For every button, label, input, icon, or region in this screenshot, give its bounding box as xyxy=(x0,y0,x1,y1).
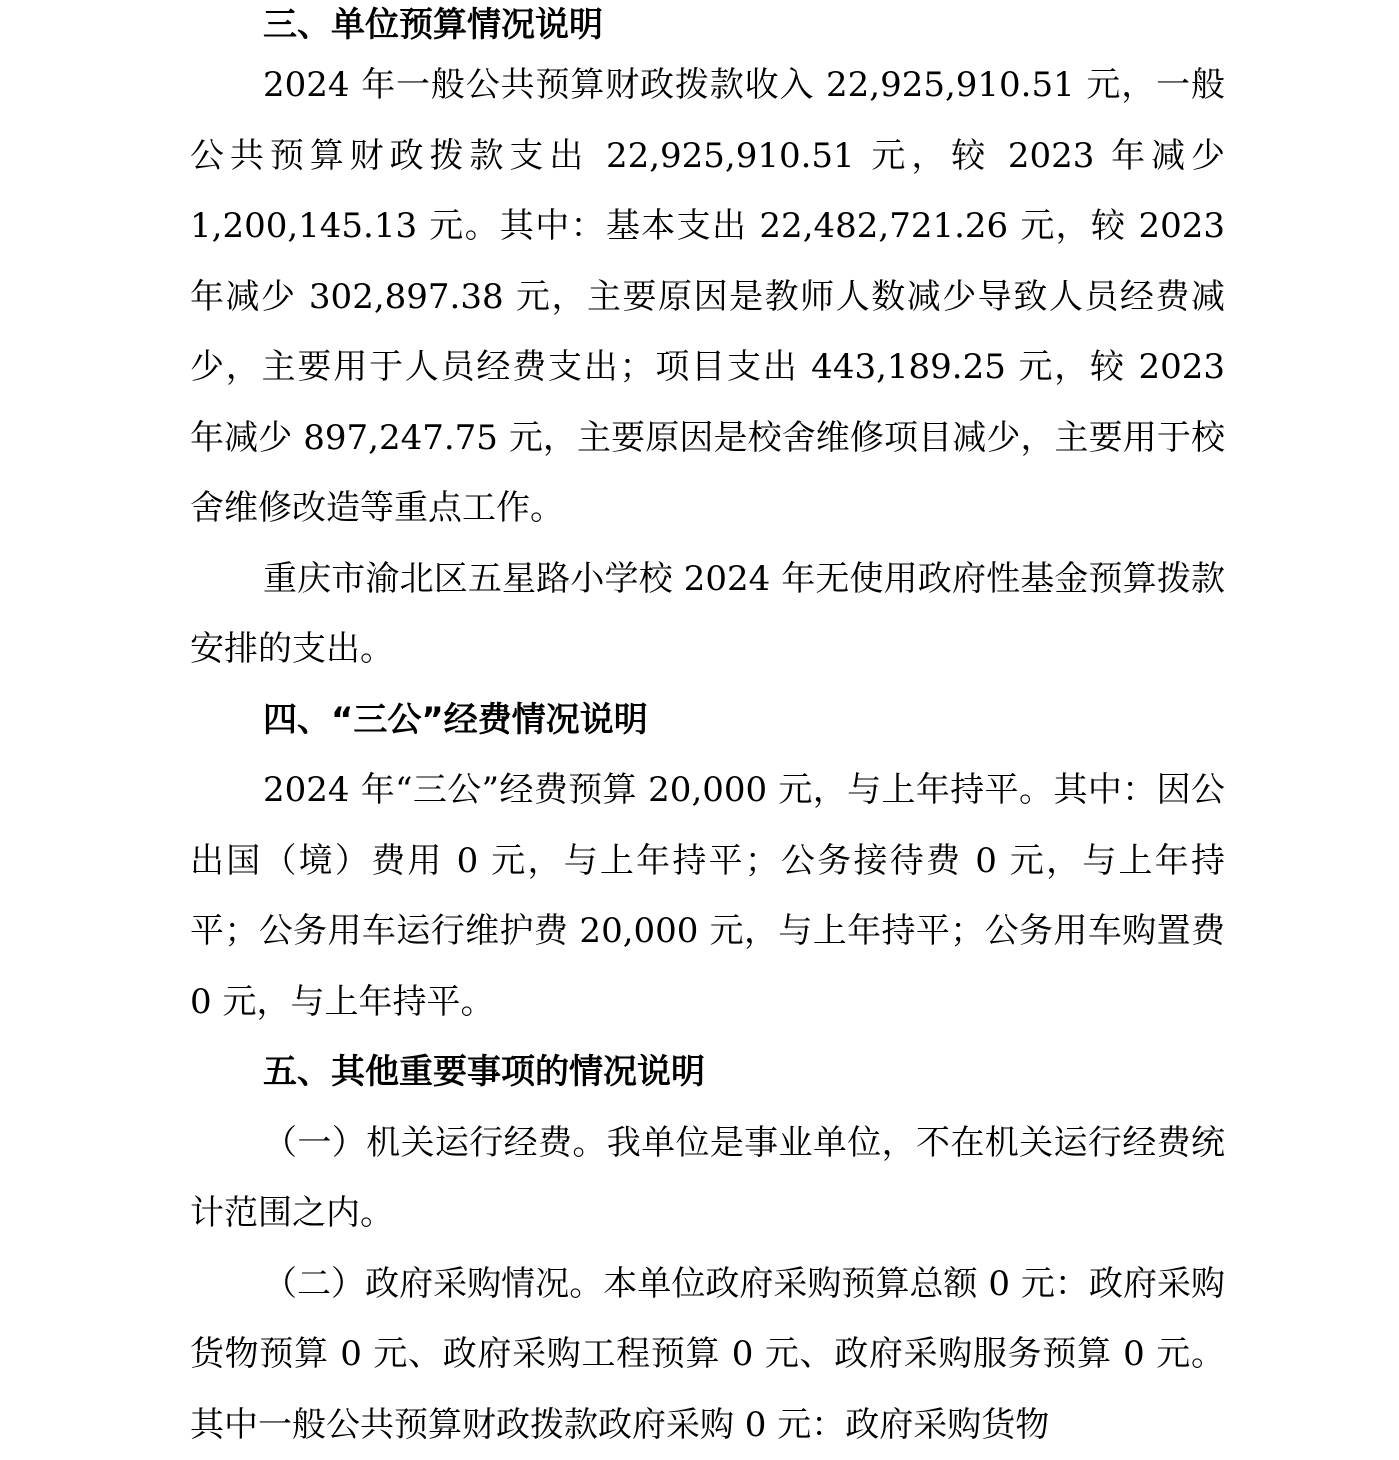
section-4-paragraph-1: 2024 年“三公”经费预算 20,000 元，与上年持平。其中：因公出国（境）费用 0 元，与上年持平；公务接待费 0 元，与上年持平；公务用车运行维护费 20,000 元，与上年持平；公务用车购置费 0 元，与上年持平。 xyxy=(190,755,1225,1037)
section-5-heading: 五、其他重要事项的情况说明 xyxy=(190,1037,1225,1108)
section-5-paragraph-2: （二）政府采购情况。本单位政府采购预算总额 0 元：政府采购货物预算 0 元、政府采购工程预算 0 元、政府采购服务预算 0 元。其中一般公共预算财政拨款政府采购 0 元：政府采购货物 xyxy=(190,1249,1225,1460)
section-3-heading: 三、单位预算情况说明 xyxy=(190,0,1225,50)
document-page xyxy=(190,0,1225,1460)
section-5-paragraph-1: （一）机关运行经费。我单位是事业单位，不在机关运行经费统计范围之内。 xyxy=(190,1108,1225,1249)
section-4-heading: 四、“三公”经费情况说明 xyxy=(190,685,1225,756)
section-3-paragraph-1: 2024 年一般公共预算财政拨款收入 22,925,910.51 元，一般公共预算财政拨款支出 22,925,910.51 元，较 2023 年减少 1,200,145.13 元。其中：基本支出 22,482,721.26 元，较 2023 年减少 302,897.38 元，主要原因是教师人数减少导致人员经费减少，主要用于人员经费支出；项目支出 443,189.25 元，较 2023 年减少 897,247.75 元，主要原因是校舍维修项目减少，主要用于校舍维修改造等重点工作。 xyxy=(190,50,1225,544)
section-3-paragraph-2: 重庆市渝北区五星路小学校 2024 年无使用政府性基金预算拨款安排的支出。 xyxy=(190,544,1225,685)
